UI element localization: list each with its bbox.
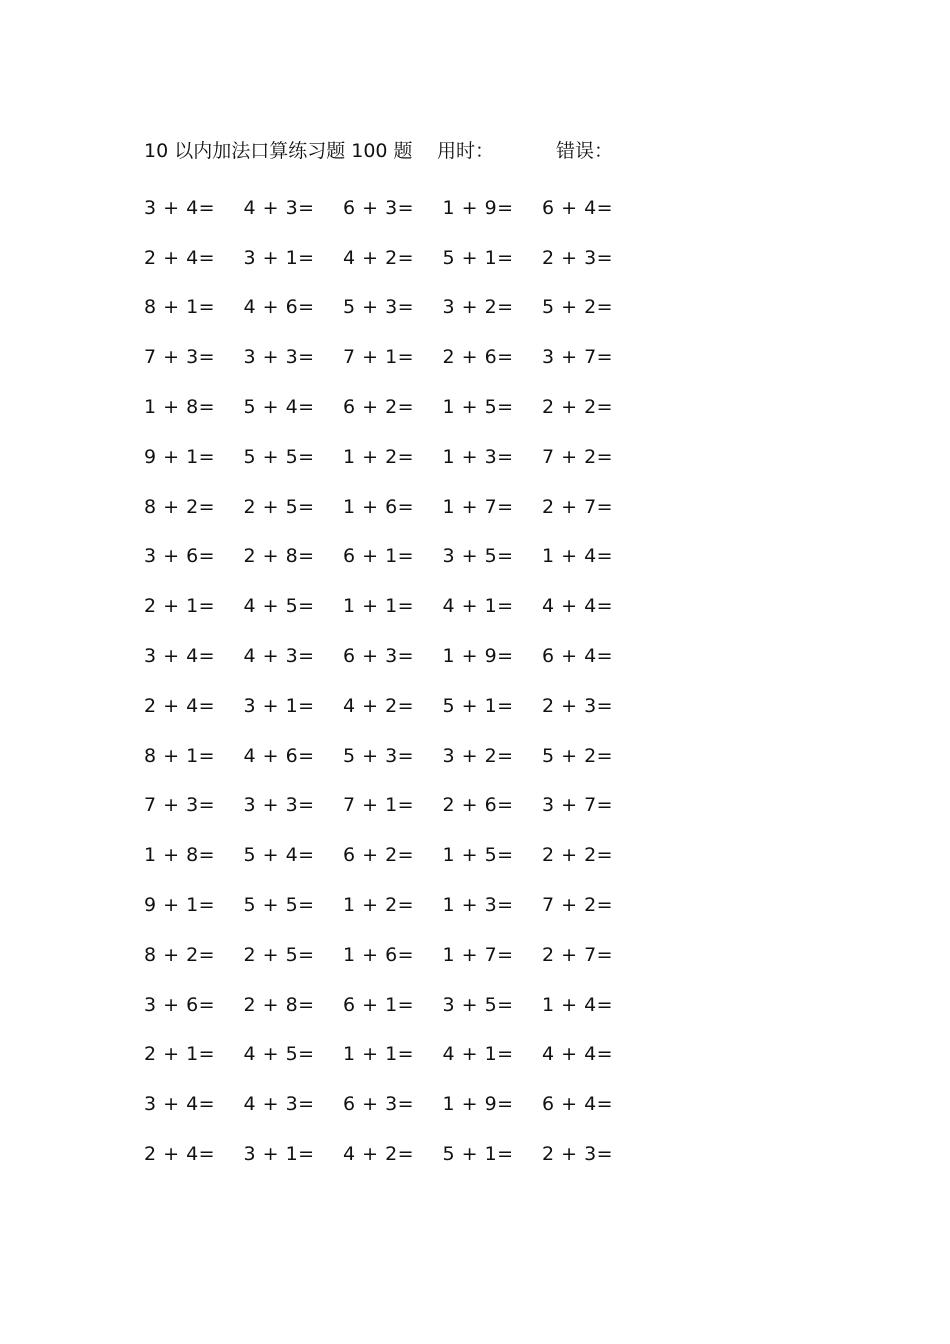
problem-row — [144, 183, 642, 233]
problem-item: 6 + 1= — [343, 545, 415, 568]
problem-item: 1 + 8= — [144, 396, 216, 419]
problem-item: 5 + 1= — [442, 246, 514, 269]
problem-row — [144, 930, 642, 980]
problem-item: 2 + 2= — [542, 844, 614, 867]
problem-item: 6 + 4= — [542, 1093, 614, 1116]
problem-item: 4 + 6= — [243, 744, 315, 767]
problem-row — [144, 880, 642, 930]
problem-item: 2 + 3= — [542, 246, 614, 269]
problem-item: 9 + 1= — [144, 894, 216, 917]
problem-item: 3 + 4= — [144, 645, 216, 668]
problem-item: 3 + 5= — [442, 545, 514, 568]
problem-item: 9 + 1= — [144, 445, 216, 468]
problem-row — [144, 830, 642, 880]
problem-item: 1 + 9= — [442, 645, 514, 668]
problem-item: 2 + 3= — [542, 1143, 614, 1166]
worksheet-header — [144, 136, 644, 166]
problem-row — [144, 581, 642, 631]
problem-item: 6 + 2= — [343, 396, 415, 419]
problem-item: 6 + 3= — [343, 1093, 415, 1116]
problem-item: 7 + 1= — [343, 794, 415, 817]
problem-item: 7 + 1= — [343, 346, 415, 369]
problem-item: 4 + 2= — [343, 694, 415, 717]
problem-item: 1 + 4= — [542, 993, 614, 1016]
problem-item: 2 + 4= — [144, 694, 216, 717]
problem-item: 6 + 2= — [343, 844, 415, 867]
problem-item: 5 + 4= — [243, 396, 315, 419]
problem-item: 5 + 2= — [542, 744, 614, 767]
problem-item: 2 + 7= — [542, 943, 614, 966]
problem-item: 8 + 2= — [144, 495, 216, 518]
problem-item: 1 + 2= — [343, 445, 415, 468]
problem-item: 4 + 2= — [343, 1143, 415, 1166]
problem-row — [144, 1129, 642, 1179]
problem-item: 1 + 4= — [542, 545, 614, 568]
worksheet-title: 10 以内加法口算练习题 100 题 — [144, 140, 413, 162]
problem-item: 3 + 6= — [144, 545, 216, 568]
problem-item: 5 + 3= — [343, 744, 415, 767]
problem-item: 4 + 1= — [442, 1043, 514, 1066]
problem-item: 3 + 1= — [243, 246, 315, 269]
problem-item: 1 + 6= — [343, 495, 415, 518]
problem-item: 1 + 7= — [442, 943, 514, 966]
problem-row — [144, 731, 642, 781]
problem-item: 3 + 3= — [243, 346, 315, 369]
problem-item: 5 + 1= — [442, 1143, 514, 1166]
problem-item: 6 + 1= — [343, 993, 415, 1016]
problem-item: 7 + 3= — [144, 794, 216, 817]
problem-item: 3 + 1= — [243, 694, 315, 717]
problem-item: 4 + 1= — [442, 595, 514, 618]
problem-item: 6 + 3= — [343, 645, 415, 668]
problem-row — [144, 781, 642, 831]
problem-item: 2 + 3= — [542, 694, 614, 717]
problem-row — [144, 631, 642, 681]
problem-item: 4 + 3= — [243, 196, 315, 219]
problem-item: 2 + 4= — [144, 246, 216, 269]
problem-item: 1 + 5= — [442, 396, 514, 419]
problem-item: 2 + 1= — [144, 595, 216, 618]
problem-row — [144, 1079, 642, 1129]
problem-item: 5 + 1= — [442, 694, 514, 717]
problem-grid — [144, 183, 642, 1179]
problem-item: 4 + 5= — [243, 1043, 315, 1066]
problem-item: 1 + 9= — [442, 196, 514, 219]
problem-item: 3 + 1= — [243, 1143, 315, 1166]
problem-item: 4 + 2= — [343, 246, 415, 269]
problem-item: 1 + 3= — [442, 445, 514, 468]
problem-item: 4 + 6= — [243, 296, 315, 319]
errors-label: 错误： — [556, 140, 614, 162]
problem-item: 8 + 2= — [144, 943, 216, 966]
problem-item: 6 + 3= — [343, 196, 415, 219]
problem-item: 7 + 2= — [542, 894, 614, 917]
problem-row — [144, 532, 642, 582]
time-used-label: 用时： — [437, 140, 495, 162]
problem-row — [144, 681, 642, 731]
problem-row — [144, 1030, 642, 1080]
problem-item: 2 + 1= — [144, 1043, 216, 1066]
problem-item: 3 + 5= — [442, 993, 514, 1016]
problem-item: 8 + 1= — [144, 296, 216, 319]
problem-item: 1 + 7= — [442, 495, 514, 518]
problem-item: 3 + 2= — [442, 744, 514, 767]
problem-item: 5 + 4= — [243, 844, 315, 867]
problem-item: 5 + 2= — [542, 296, 614, 319]
problem-item: 3 + 7= — [542, 794, 614, 817]
problem-row — [144, 482, 642, 532]
problem-item: 6 + 4= — [542, 645, 614, 668]
problem-item: 5 + 5= — [243, 894, 315, 917]
problem-item: 1 + 1= — [343, 1043, 415, 1066]
problem-item: 2 + 5= — [243, 943, 315, 966]
problem-item: 1 + 8= — [144, 844, 216, 867]
problem-item: 1 + 6= — [343, 943, 415, 966]
problem-item: 2 + 7= — [542, 495, 614, 518]
problem-row — [144, 432, 642, 482]
problem-item: 7 + 2= — [542, 445, 614, 468]
problem-item: 2 + 8= — [243, 545, 315, 568]
problem-item: 4 + 4= — [542, 1043, 614, 1066]
problem-item: 5 + 3= — [343, 296, 415, 319]
problem-item: 3 + 3= — [243, 794, 315, 817]
problem-item: 1 + 5= — [442, 844, 514, 867]
problem-item: 4 + 5= — [243, 595, 315, 618]
problem-item: 3 + 4= — [144, 196, 216, 219]
problem-item: 3 + 2= — [442, 296, 514, 319]
problem-item: 4 + 4= — [542, 595, 614, 618]
problem-item: 2 + 2= — [542, 396, 614, 419]
problem-item: 2 + 8= — [243, 993, 315, 1016]
problem-item: 2 + 6= — [442, 794, 514, 817]
problem-item: 3 + 6= — [144, 993, 216, 1016]
problem-item: 4 + 3= — [243, 645, 315, 668]
problem-row — [144, 980, 642, 1030]
problem-item: 3 + 7= — [542, 346, 614, 369]
problem-item: 2 + 6= — [442, 346, 514, 369]
problem-item: 1 + 1= — [343, 595, 415, 618]
problem-item: 7 + 3= — [144, 346, 216, 369]
problem-item: 4 + 3= — [243, 1093, 315, 1116]
problem-item: 8 + 1= — [144, 744, 216, 767]
problem-item: 1 + 9= — [442, 1093, 514, 1116]
problem-item: 1 + 2= — [343, 894, 415, 917]
problem-item: 6 + 4= — [542, 196, 614, 219]
problem-item: 1 + 3= — [442, 894, 514, 917]
problem-row — [144, 382, 642, 432]
problem-item: 2 + 4= — [144, 1143, 216, 1166]
problem-row — [144, 332, 642, 382]
problem-item: 2 + 5= — [243, 495, 315, 518]
problem-row — [144, 283, 642, 333]
problem-item: 5 + 5= — [243, 445, 315, 468]
problem-item: 3 + 4= — [144, 1093, 216, 1116]
problem-row — [144, 233, 642, 283]
